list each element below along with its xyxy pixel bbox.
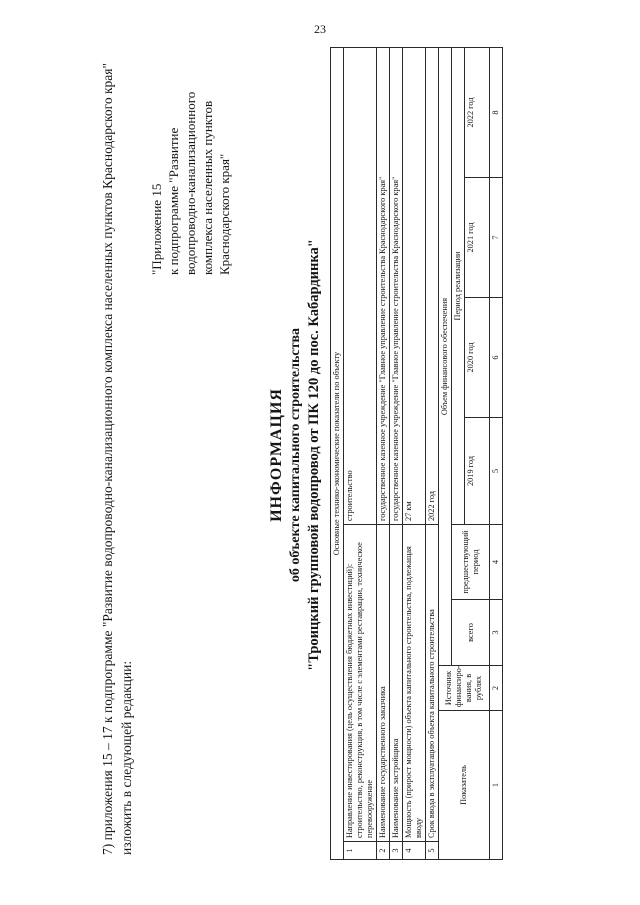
- year-header: 2022 год: [465, 47, 490, 177]
- table-row: [426, 47, 439, 859]
- column-number: 1: [490, 711, 503, 860]
- row-label: Наименование государственного заказчика: [377, 525, 390, 842]
- year-header: 2019 год: [465, 418, 490, 525]
- rotated-page-content: [90, 35, 640, 875]
- document-title: ИНФОРМАЦИЯ: [268, 388, 285, 522]
- column-number: 8: [490, 47, 503, 177]
- table-row: [344, 47, 377, 859]
- period-header: Период реализации: [452, 47, 465, 524]
- intro-paragraph: 7) приложения 15 – 17 к подпрограмме "Развитие водопроводно-канализационного комплекса населенных пунктов Краснодарского края" изложить в следующей редакции:: [100, 62, 134, 855]
- appendix-block: [148, 40, 233, 275]
- row-value: государственное казенное учреждение "Главное управление строительства Краснодарского края": [390, 47, 403, 524]
- row-label: Срок ввода в эксплуатацию объекта капитального строительства: [426, 525, 439, 842]
- section-header: Основные технико-экономические показатели по объекту: [331, 47, 344, 859]
- info-table: [330, 47, 503, 860]
- total-header: всего: [452, 600, 490, 666]
- row-value: 27 км: [403, 47, 426, 524]
- row-label: Направление инвестирования (цель осуществления бюджетных инвестиций): строительство, реконструкция, в том числе с элементами реставрации, техническое перевооружение: [344, 525, 377, 842]
- indicator-header: Показатель: [439, 711, 490, 860]
- column-number: 7: [490, 178, 503, 298]
- prior-period-header: предшествующий период: [452, 525, 490, 600]
- finance-header: Объем финансового обеспечения: [439, 47, 452, 665]
- row-label: Наименование застройщика: [390, 525, 403, 842]
- row-value: строительство: [344, 47, 377, 524]
- document-subtitle: об объекте капитального строительства: [288, 327, 303, 583]
- page-number: 23: [314, 22, 326, 36]
- column-number: 3: [490, 600, 503, 666]
- column-number: 4: [490, 525, 503, 600]
- year-header: 2021 год: [465, 178, 490, 298]
- row-number: 2: [377, 842, 390, 860]
- table-row: [377, 47, 390, 859]
- row-label: Мощность (прирост мощности) объекта капитального строительства, подлежащая вводу: [403, 525, 426, 842]
- table-row: [390, 47, 403, 859]
- row-number: 4: [403, 842, 426, 860]
- row-number: 5: [426, 842, 439, 860]
- appendix-line: комплекса населенных пунктов: [200, 100, 215, 275]
- column-number: 6: [490, 298, 503, 418]
- appendix-line: "Приложение 15: [149, 183, 164, 275]
- appendix-line: водопроводно-канализационного: [183, 91, 198, 275]
- row-number: 3: [390, 842, 403, 860]
- column-number-row: [490, 47, 503, 859]
- column-number: 2: [490, 666, 503, 711]
- row-number: 1: [344, 842, 377, 860]
- object-name: "Троицкий групповой водопровод от ПК 120 до пос. Кабардинка": [306, 239, 322, 671]
- column-number: 5: [490, 418, 503, 525]
- year-header: 2020 год: [465, 298, 490, 418]
- appendix-line: к подпрограмме "Развитие: [166, 127, 181, 275]
- row-value: 2022 год: [426, 47, 439, 524]
- row-value: государственное казенное учреждение "Главное управление строительства Краснодарского края": [377, 47, 390, 524]
- appendix-line: Краснодарского края": [217, 153, 232, 275]
- table-row: [403, 47, 426, 859]
- source-header: Источник финансиро-вания, в рублях: [439, 666, 490, 711]
